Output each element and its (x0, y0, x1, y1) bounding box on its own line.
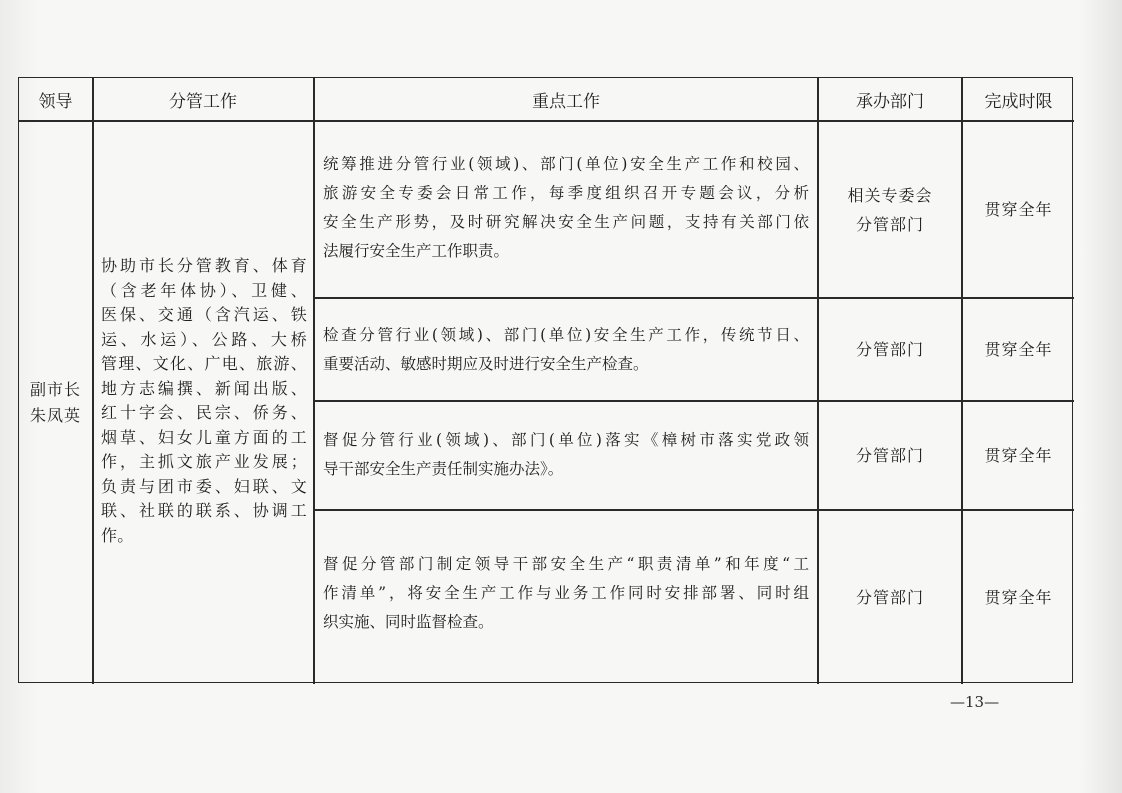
key-work-line: 织实施、同时监督检查。 (323, 613, 494, 631)
col-divider-2 (313, 78, 315, 684)
responsibility-line: 医保、交通（含汽运、铁 (101, 305, 307, 324)
key-work-line: 导干部安全生产责任制实施办法》。 (323, 460, 564, 478)
responsibility-line: 作。 (101, 525, 134, 545)
header-department: 承办部门 (856, 91, 924, 112)
key-work-line: 统筹推进分管行业(领域)、部门(单位)安全生产工作和校园、 (323, 155, 809, 173)
key-work-line: 法履行安全生产工作职责。 (323, 242, 510, 260)
key-work-line: 督促分管行业(领域)、部门(单位)落实《樟树市落实党政领 (323, 431, 809, 449)
key-work-cell-4 (323, 550, 809, 637)
responsibility-line: 烟草、妇女儿童方面的工 (101, 427, 307, 447)
key-work-cell-3 (323, 426, 809, 484)
leader-name: 朱凤英 (29, 406, 81, 425)
header-deadline: 完成时限 (984, 91, 1053, 112)
key-work-cell-1 (323, 150, 809, 266)
deadline-cell-1: 贯穿全年 (984, 200, 1053, 219)
department-cell-2 (819, 299, 961, 400)
leader-title: 副市长 (29, 380, 81, 399)
header-leader: 领导 (38, 91, 73, 112)
header-responsibility: 分管工作 (169, 91, 237, 112)
department-line: 分管部门 (855, 588, 924, 607)
key-work-cell-2 (323, 321, 809, 379)
responsibility-table (18, 77, 1073, 683)
department-line: 相关专委会 (847, 185, 933, 205)
responsibility-line: 作，主抓文旅产业发展； (101, 452, 307, 471)
deadline-cell-3: 贯穿全年 (984, 446, 1053, 465)
responsibility-line: 运、水运）、公路、大桥 (101, 329, 307, 349)
responsibility-line: 管理、文化、广电、旅游、 (101, 354, 307, 373)
department-cell-1 (819, 122, 961, 297)
department-line: 分管部门 (855, 214, 924, 234)
responsibility-line: （含老年体协）、卫健、 (101, 280, 307, 300)
key-work-line: 安全生产形势，及时研究解决安全生产问题，支持有关部门依 (323, 213, 809, 231)
responsibility-line: 负责与团市委、妇联、文 (101, 476, 307, 496)
key-work-line: 重要活动、敏感时期应及时进行安全生产检查。 (323, 355, 649, 373)
responsibility-line: 协助市长分管教育、体育 (101, 256, 307, 275)
header-key-work: 重点工作 (532, 91, 600, 112)
deadline-cell-2: 贯穿全年 (984, 340, 1053, 359)
key-work-line: 督促分管部门制定领导干部安全生产“职责清单”和年度“工 (323, 555, 809, 573)
department-line: 分管部门 (855, 340, 924, 359)
deadline-cell-4: 贯穿全年 (984, 588, 1053, 607)
responsibility-line: 红十字会、民宗、侨务、 (101, 403, 307, 422)
key-work-line: 作清单”，将安全生产工作与业务工作同时安排部署、同时组 (323, 584, 809, 602)
key-work-line: 检查分管行业(领域)、部门(单位)安全生产工作，传统节日、 (323, 326, 809, 344)
responsibility-cell (101, 254, 307, 548)
page-number: —13— (950, 693, 1000, 711)
col-divider-1 (92, 78, 94, 684)
responsibility-line: 地方志编撰、新闻出版、 (101, 378, 307, 398)
department-cell-4 (819, 511, 961, 684)
key-work-line: 旅游安全专委会日常工作，每季度组织召开专题会议，分析 (323, 184, 809, 202)
responsibility-line: 联、社联的联系、协调工 (101, 501, 307, 520)
department-cell-3 (819, 402, 961, 509)
leader-cell (19, 122, 92, 684)
department-line: 分管部门 (855, 446, 924, 465)
